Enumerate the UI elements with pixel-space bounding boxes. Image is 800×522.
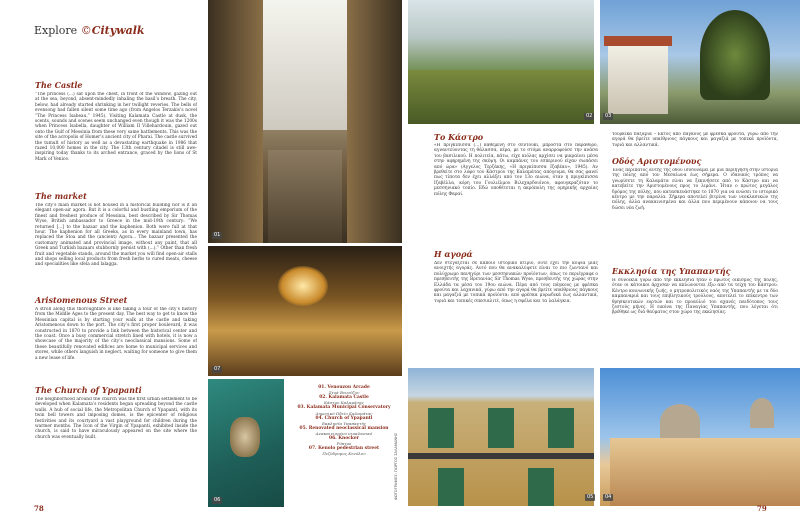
church-heading: The Church of Ypapanti: [35, 385, 142, 395]
market-heading: The market: [35, 191, 87, 201]
fig-label-03: 03: [605, 113, 612, 119]
legend-item-title: 02. Kalamata Castle: [319, 395, 369, 401]
church-photo: [600, 368, 800, 506]
header-section: Citywalk: [91, 24, 145, 37]
arist-text: A stroll along this thoroughfare is like taking a tour of the city’s history from the Middle Ages to the present day. The best way to get to know the Messinian capital is by starting your walk at the castle and taking Aristomenous down to the port. The city’s first proper boulevard, it was constructed in 1870 to provide a link between the historical center and the coast. Once a busy commercial stretch lined with hotels, it is now a showcase of the majority of the city’s neoclassical mansions. Some of these beautifully renovated edifices are home to municipal services and stores, while others languish in neglect, waiting for someone to give them a new lease of life.: [35, 307, 197, 361]
legend-item-subtitle: Δημοτικό Ωδείο Καλαμάτας: [315, 410, 373, 416]
header-symbol: ©: [80, 24, 92, 37]
market-text: The city’s main market is not housed in a historical building nor is it an elegant open-air agora. But it is a colorful and bustling emporium of the finest and freshest produce of Messinia, best described by Sir Thomas Wyse, British ambassador to Greece in the mid-19th century: “We returned [...] to the bazaar and the kaphenion. Both were full at that hour. The kaphenion for all Greeks, as in every mainland town, has replaced the Stoa and the (ancient) Agora... The bazaar presented the customary animated and provincial image, without any paint, that all Greek and Turkish bazaars stubbornly persist with (...).” Other than fresh fruit and vegetable stands, around the market you will find open-air stalls and shops selling local products from fresh herbs to cured meats, cheese and specialities like sfela and lalagga.: [35, 203, 197, 268]
fig-label-06: 06: [214, 497, 221, 503]
header: [34, 24, 145, 37]
agora-text: Δεν στεγάζεται σε κάποιο ιστορικό κτίριο, ούτε έχει την κοψιά μιας ανοιχτής αγοράς. Αυτό που θα ανακαλύψετε είναι το πιο ζωντανό και πολύχρωμο πανηγύρι των μεσσηνιακών προϊόντων, όπως το περιέγραφε ο πρεσβευτής της Βρετανίας Sir Thomas Wyse, πρεσβευτής της χώρας στην Ελλάδα τα μέσα του 19ου αιώνα. Πέρα από τους πάγκους με φρέσκα φρούτα και λαχανικά, γύρω από την αγορά θα βρείτε υπαίθριους πάγκους και μαγαζιά με τοπικά προϊόντα: από φρέσκα μυρωδικά έως αλλαντικά, τυριά και τοπικές σπεσιαλιτέ, όπως η σφέλα και τα λαλάγκια.: [434, 261, 598, 304]
fig-label-07: 07: [214, 366, 221, 372]
page-number-right: 79: [757, 504, 767, 513]
right-column-1: [434, 132, 598, 362]
odos-text: Ένας περίπατος αυτής της οδού ισοδυναμεί με μια περιήγηση στην ιστορία της πόλης από τον Μεσαίωνα έως σήμερα. Ο ιδανικός τρόπος να γνωρίσετε τη Καλαμάτα είναι να ξεκινήσετε από το Κάστρο και να κατεβείτε την Αριστομένους προς το λιμάνι. Ήταν ο πρώτος μεγάλος δρόμος της πόλης, που κατασκευάστηκε το 1870 για να ενώσει το ιστορικό κέντρο με την παραλία. Σήμερα αποτελεί βιτρίνα των νεοκλασικών της πόλης, άλλα ανακαινισμένα και άλλα που περιμένουν κάποιον να τους δώσει νέα ζωή.: [612, 168, 778, 211]
legend-item-title: 05. Renovated neoclassical mansion: [299, 425, 389, 431]
right-column-2: [612, 132, 778, 362]
ekkl-heading: Εκκλησία της Υπαπαντής: [612, 266, 731, 276]
photo-credit: ΦΩΤΟΓΡΑΦΙΕΣ: ΓΙΩΡΓΟΣ ΣΑΛΑΜΑΝΗΣ: [394, 432, 398, 500]
legend-item: [287, 416, 401, 426]
legend-item: [287, 426, 401, 436]
legend-item: [287, 395, 401, 405]
church-text: The neighborhood around the church was the first urban settlement to be developed when Kalamata’s residents began spreading beyond the castle walls. A hub of social life, the Metropolitan Church of Ypapanti, with its twin bell towers and imposing domes, is the epicenter of religious festivities and its courtyard a vast playground for children during the warmer months. The Icon of the Virgin of Ypapanti, exhibited inside the church, is said to have miraculously appeared on the site where the church was eventually built.: [35, 397, 197, 440]
legend-item-title: 01. Venouzou Arcade: [318, 385, 370, 390]
fig-label-05: 05: [587, 494, 594, 500]
legend-item-subtitle: Κάστρο Καλαμάτας: [323, 400, 365, 406]
arcade-photo: [208, 0, 402, 243]
legend-item: [287, 436, 401, 446]
legend-box: [287, 383, 401, 493]
pedestrian-street-photo: [208, 246, 402, 376]
legend-item-title: 07. Kenolo pedestrian street: [308, 446, 380, 452]
agora-heading: Η αγορά: [434, 249, 473, 259]
page-number-left: 78: [34, 504, 44, 513]
conservatory-photo: [600, 0, 800, 124]
legend-item-title: 03. Kalamata Municipal Conservatory: [297, 405, 391, 411]
legend-item: [287, 385, 401, 395]
left-column: [35, 80, 197, 500]
legend-item-title: 06. Knocker: [329, 436, 359, 442]
arist-heading: Aristomenous Street: [35, 295, 128, 305]
legend-item: [287, 405, 401, 415]
kastro-heading: Το Κάστρο: [434, 132, 484, 142]
fig-label-01: 01: [214, 232, 221, 238]
kastro-text: «Η πριγκίπισσα (...) καθέμενη στο σεντούκι, μπροστά στο παράθυρο, αγναντεύοντας τη θάλασσα, πέρα, με το στόμα αναρροφούσε την ανάσα του βασιλικού. Η πολιτεία, κάτω, είχε κιόλας αρχίσει να μικραίνει μέσα στην αφηρημένη της σκέψη. Οι καμπάνες του εσπερινού είχαν σωπάσει από ώρα» (Αγγελος Τερζάκης, «Η πριγκίπισσα Ιζαβέαυ», 1945). Αν βρεθείτε στο λόφο του Κάστρου της Καλαμάτας απόγευμα, θα σας φανεί πως τίποτα δεν έχει αλλάξει από τον 13ο αιώνα, όταν η πριγκίπισσα Ιζαβέλλα, κόρη του Γουλιέλμου Βιλεχαρδουϊνου, αφουγκραζόταν το μεσσηνιακό τοπίο. Εδώ υποθέτεται η ακρόπολη της ομηρικής αρχαίας πόλης Φαραί.: [434, 143, 598, 197]
legend-item-subtitle: Στοά Βενούζου: [328, 390, 360, 396]
castle-photo: [408, 0, 594, 124]
header-prefix: Explore: [34, 24, 78, 37]
odos-heading: Οδός Αριστομένους: [612, 156, 702, 166]
legend-item: [287, 446, 401, 456]
castle-text: “The princess (...) sat upon the chest, in front of the window, gazing out at the sea, beyond, absent-mindedly inhaling the basil’s breath. The city, below, had already started shrinking in her twilight reveries. The bells of evensong had fallen silent some time ago (from Angelos Terzakis’s novel “The Princess Isabeau,” 1945). Visiting Kalamata Castle at dusk, the scents, sounds and scenes seem unchanged even though it was the 1200s when Princess Isabella, daughter of William II Villehardouin, gazed out onto the Gulf of Messinia from these very same battlements. This was the site of the acropolis of Homer’s ancient city of Pharai. The castle survived the tumult of history as well as a devastating earthquake in 1986 that razed 10,000 homes in the city. The 13th century citadel is still awe-inspiring today thanks to its arched entrance, graced by the lions of St Mark of Venice.: [35, 92, 197, 162]
fig-label-04: 04: [605, 494, 612, 500]
legend-item-subtitle: Ανακαινισμένο νεοκλασικό: [315, 431, 373, 437]
castle-heading: The Castle: [35, 80, 83, 90]
ekkl-text: Η συνοικία γύρω από την εκκλησία ήταν ο πρώτος οικισμός της πόλης, όταν οι κάτοικοι άρχισαν να απλώνονται έξω από τα τείχη του Κάστρου. Κέντρο κοινωνικής ζωής, ο μητροπολιτικός ναός της Υπαπαντής με τα δύο καμπαναριά και τους επιβλητικούς τρούλους, αποτελεί το επίκεντρο των θρησκευτικών εορτών και το προαύλιό του αχανές παιδότοπος τους ζεστούς μήνες. Η εικόνα της Παναγίας Υπαπαντής, που λέγεται ότι βρέθηκε ως διά θαύματος στον χώρο της εκκλησίας.: [612, 278, 778, 316]
col2-text: τουρκικά παζάρια – Εκτός από πάγκους με φρέσκα φρούτα, γύρω από την αγορά θα βρείτε υπαίθριους πάγκους και μαγαζιά με τοπικά προϊόντα, τυριά και αλλαντικά.: [612, 132, 778, 148]
legend-item-subtitle: Ρόπτρο: [336, 441, 352, 447]
fig-label-02: 02: [586, 113, 593, 119]
legend-item-title: 04. Church of Ypapanti: [315, 415, 373, 421]
legend-item-subtitle: Εκκλησία Υπαπαντής: [322, 420, 366, 426]
mansion-photo: [408, 368, 594, 506]
legend-item-subtitle: Πεζόδρομος Κενόλου: [322, 451, 366, 457]
knocker-photo: [208, 379, 284, 507]
